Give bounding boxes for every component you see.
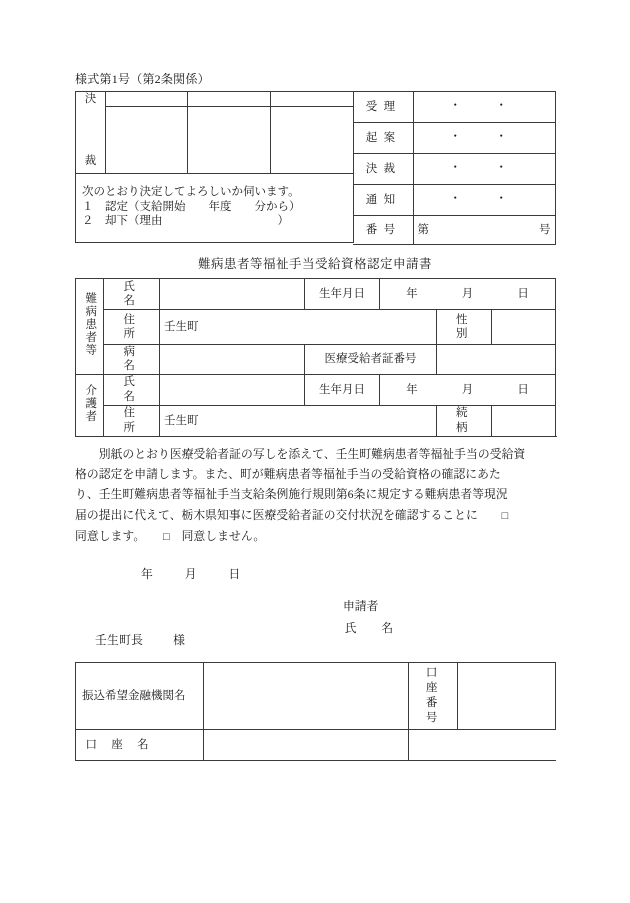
decision-right-table	[353, 91, 555, 245]
submission-date-day: 日	[228, 567, 241, 582]
caregiver-birth-year: 年	[406, 383, 418, 396]
patient-gender-value[interactable]	[492, 310, 556, 345]
form-sheet	[75, 70, 555, 761]
cert-number-value[interactable]	[437, 345, 556, 375]
caregiver-name-label: 氏 名	[104, 374, 160, 405]
caregiver-birth-month: 月	[461, 383, 474, 396]
patient-birth-month: 月	[461, 287, 474, 300]
notice-dot-1: ・	[449, 193, 461, 206]
applicant-details-table	[75, 278, 556, 437]
institution-value[interactable]	[204, 663, 409, 730]
caregiver-section-label: 介護者	[76, 374, 104, 436]
signature-block	[75, 568, 555, 660]
patient-section-label: 難病患者等	[76, 279, 104, 375]
bank-account-table	[75, 662, 556, 761]
caregiver-birth-label: 生年月日	[305, 374, 380, 405]
notice-label: 通知	[353, 185, 413, 216]
body-line-4: 届の提出に代えて、栃木県知事に医療受給者証の交付状況を確認することに □	[75, 505, 555, 526]
decision-block	[75, 91, 555, 245]
submission-date-year: 年	[141, 567, 153, 582]
patient-address-label: 住 所	[104, 310, 160, 345]
kessai-stamp-box-3[interactable]	[271, 107, 354, 174]
institution-label: 振込希望金融機関名	[76, 663, 204, 730]
decision-note-line-3: ２ 却下（理由 ）	[82, 215, 289, 228]
kessai-stamp-header-2[interactable]	[188, 92, 271, 107]
body-line-1: 別紙のとおり医療受給者証の写しを添えて、壬生町難病患者等福祉手当の受給資	[75, 446, 526, 461]
applicant-signature-area	[343, 596, 400, 640]
applicant-name-label[interactable]: 氏 名	[344, 621, 400, 636]
draft-dot-2: ・	[495, 131, 507, 144]
number-suffix: 号	[539, 223, 551, 236]
body-line-2: 格の認定を申請します。また、町が難病患者等福祉手当の受給資格の確認にあた	[75, 467, 501, 482]
patient-birth-value[interactable]	[380, 279, 556, 310]
page-title: 難病患者等福祉手当受給資格認定申請書	[197, 257, 432, 271]
agree-checkbox[interactable]: □	[501, 509, 509, 522]
patient-disease-label: 病 名	[104, 345, 160, 375]
account-number-value[interactable]	[458, 663, 556, 730]
caregiver-address-label: 住 所	[104, 405, 160, 436]
body-line-3: り、壬生町難病患者等福祉手当支給条例施行規則第6条に規定する難病患者等現況	[75, 487, 508, 502]
draft-date-cell[interactable]	[413, 123, 555, 154]
caregiver-relation-label: 続 柄	[437, 405, 492, 436]
mayor-honorific: 様	[173, 633, 186, 648]
account-name-value[interactable]	[204, 730, 409, 761]
kessai-stamp-box-1[interactable]	[106, 107, 188, 174]
notice-date-cell[interactable]	[413, 185, 555, 216]
applicant-label: 申請者	[343, 599, 379, 614]
receipt-dot-2: ・	[495, 100, 507, 113]
decision-left-table	[75, 91, 353, 243]
account-number-label-line-1: 口 座	[425, 667, 461, 695]
approval-label: 決裁	[353, 154, 413, 185]
patient-name-value[interactable]	[160, 279, 305, 310]
approval-date-cell[interactable]	[413, 154, 555, 185]
approval-dot-1: ・	[449, 162, 461, 175]
patient-birth-year: 年	[406, 287, 418, 300]
disagree-checkbox[interactable]: □	[163, 530, 170, 543]
decision-note-cell	[76, 174, 354, 243]
receipt-dot-1: ・	[449, 100, 461, 113]
receipt-date-cell[interactable]	[413, 92, 555, 123]
bank-account-section	[75, 662, 555, 761]
body-paragraph	[75, 444, 555, 547]
patient-gender-label: 性 別	[437, 310, 492, 345]
mayor-label: 壬生町長	[95, 633, 144, 648]
caregiver-address-value[interactable]: 壬生町	[160, 405, 437, 436]
body-line-5	[75, 526, 555, 547]
caregiver-birth-day: 日	[517, 383, 529, 396]
decision-note-line-2: １ 認定（支給開始 年度 分から）	[82, 200, 301, 213]
account-number-label-line-2: 番 号	[425, 697, 461, 725]
cert-number-label: 医療受給者証番号	[305, 345, 437, 375]
kessai-stamp-header-3[interactable]	[271, 92, 354, 107]
kessai-label-cell	[76, 92, 106, 174]
patient-birth-day: 日	[517, 287, 529, 300]
caregiver-name-value[interactable]	[160, 374, 305, 405]
number-prefix: 第	[417, 223, 429, 236]
submission-date[interactable]	[141, 568, 240, 581]
submission-date-month: 月	[184, 567, 197, 582]
caregiver-birth-value[interactable]	[380, 374, 556, 405]
number-value-cell[interactable]	[413, 216, 555, 245]
disagree-text: 同意しません。	[181, 528, 266, 543]
addressee	[95, 634, 185, 647]
kessai-label-top: 決	[84, 93, 97, 105]
draft-dot-1: ・	[449, 131, 461, 144]
patient-disease-value[interactable]	[160, 345, 305, 375]
kessai-stamp-box-2[interactable]	[188, 107, 271, 174]
account-number-label	[409, 663, 461, 730]
notice-dot-2: ・	[495, 193, 507, 206]
patient-address-value[interactable]: 壬生町	[160, 310, 437, 345]
form-number: 様式第1号（第2条関係）	[75, 72, 210, 86]
kessai-stamp-header-1[interactable]	[106, 92, 188, 107]
patient-birth-label: 生年月日	[305, 279, 380, 310]
decision-note-line-1: 次のとおり決定してよろしいか伺います。	[82, 186, 300, 199]
approval-dot-2: ・	[495, 162, 507, 175]
patient-name-label: 氏 名	[104, 279, 160, 310]
agree-text: 同意します。	[75, 528, 140, 543]
number-label: 番号	[353, 216, 413, 245]
kessai-label-bottom: 裁	[84, 155, 97, 168]
caregiver-relation-value[interactable]	[492, 405, 556, 436]
bank-empty-cell	[409, 730, 556, 761]
receipt-label: 受理	[353, 92, 413, 123]
account-name-label: 口座名	[76, 730, 204, 761]
draft-label: 起案	[353, 123, 413, 154]
